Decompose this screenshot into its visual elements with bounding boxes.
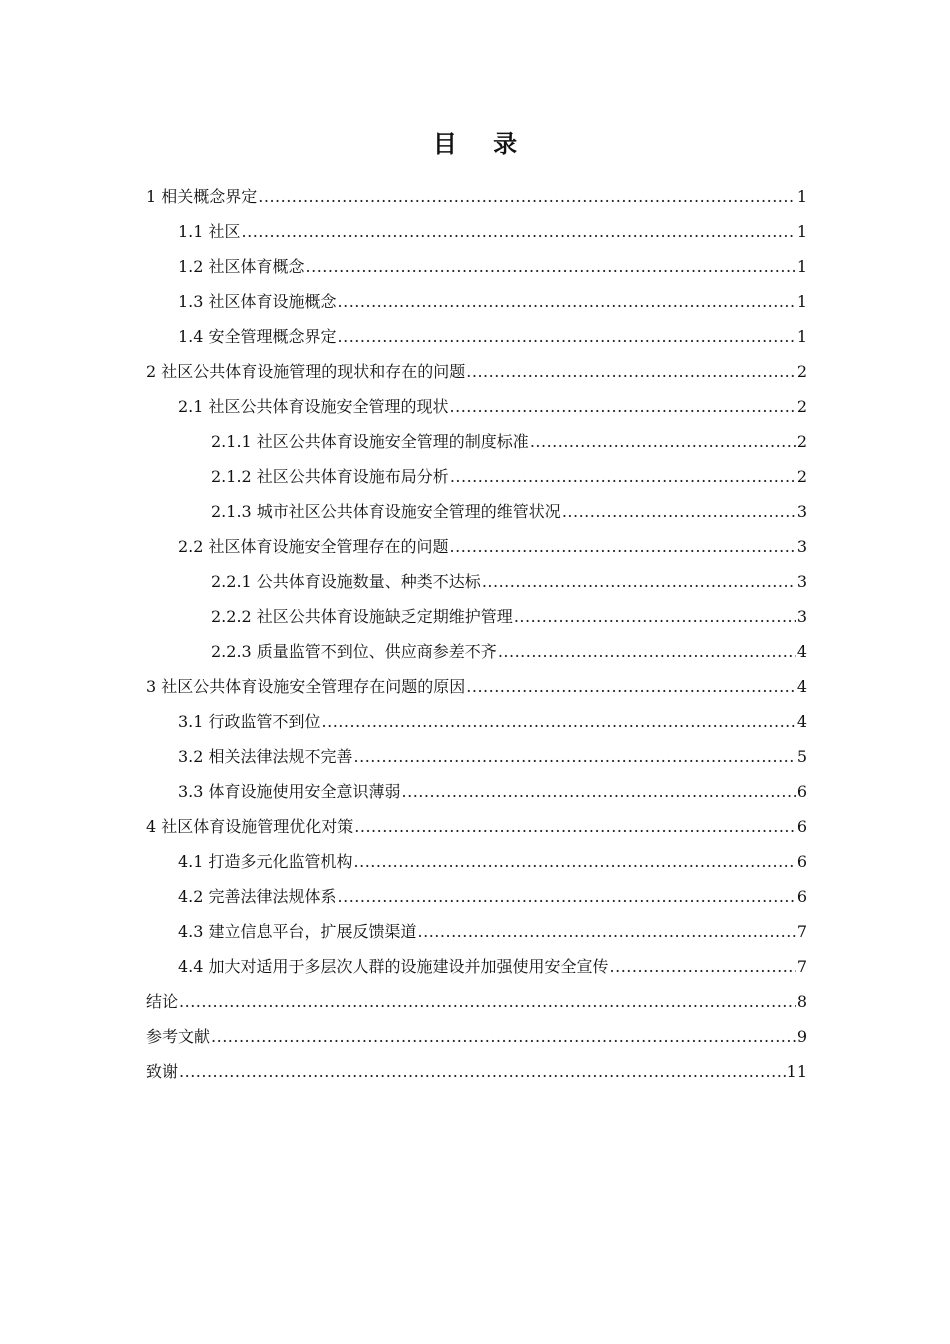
toc-dot-leader	[482, 564, 796, 599]
toc-dot-leader	[211, 1019, 796, 1054]
toc-entry[interactable]	[146, 284, 807, 319]
toc-entry-page-number: 1	[796, 222, 807, 241]
toc-title: 目 录	[432, 130, 532, 158]
toc-entry[interactable]	[146, 704, 807, 739]
toc-entry-title: 2.2.3 质量监管不到位、供应商参差不齐	[211, 642, 497, 661]
toc-entry-title: 致谢	[146, 1062, 179, 1081]
toc-entry-title: 3.1 行政监管不到位	[178, 712, 321, 731]
toc-entry-title: 2.1.1 社区公共体育设施安全管理的制度标准	[211, 432, 529, 451]
toc-entry-page-number: 3	[796, 502, 807, 521]
toc-entry-title: 结论	[146, 992, 179, 1011]
toc-entry[interactable]	[146, 809, 807, 844]
toc-entry[interactable]	[146, 249, 807, 284]
toc-entry-title: 2.1.3 城市社区公共体育设施安全管理的维管状况	[211, 502, 561, 521]
toc-entry-page-number: 2	[796, 467, 807, 486]
toc-entry-page-number: 1	[796, 257, 807, 276]
toc-entry-page-number: 3	[796, 607, 807, 626]
toc-dot-leader	[562, 494, 796, 529]
toc-entry-page-number: 4	[796, 712, 807, 731]
toc-entry[interactable]	[146, 529, 807, 564]
toc-entry-title: 3 社区公共体育设施安全管理存在问题的原因	[146, 677, 466, 696]
toc-entry-title: 4.3 建立信息平台，扩展反馈渠道	[178, 922, 417, 941]
toc-entry-page-number: 8	[796, 992, 807, 1011]
toc-entry-page-number: 3	[796, 572, 807, 591]
toc-entry-title: 2 社区公共体育设施管理的现状和存在的问题	[146, 362, 466, 381]
toc-dot-leader	[306, 249, 796, 284]
toc-entry-title: 4.2 完善法律法规体系	[178, 887, 337, 906]
toc-entry[interactable]	[146, 459, 807, 494]
toc-entry-page-number: 6	[796, 887, 807, 906]
toc-entry[interactable]	[146, 319, 807, 354]
toc-dot-leader	[466, 354, 796, 389]
toc-entry-title: 2.2.1 公共体育设施数量、种类不达标	[211, 572, 481, 591]
toc-dot-leader	[450, 529, 796, 564]
toc-dot-leader	[354, 844, 796, 879]
toc-dot-leader	[402, 774, 796, 809]
toc-entry[interactable]	[146, 634, 807, 669]
toc-entry-page-number: 2	[796, 397, 807, 416]
toc-entry[interactable]	[146, 844, 807, 879]
toc-entry[interactable]	[146, 739, 807, 774]
toc-dot-leader	[242, 214, 796, 249]
table-of-contents	[146, 179, 807, 1089]
toc-entry-title: 1 相关概念界定	[146, 187, 258, 206]
toc-entry[interactable]	[146, 424, 807, 459]
toc-entry[interactable]	[146, 949, 807, 984]
toc-entry-title: 2.1.2 社区公共体育设施布局分析	[211, 467, 449, 486]
toc-entry[interactable]	[146, 914, 807, 949]
toc-entry-title: 4 社区体育设施管理优化对策	[146, 817, 354, 836]
toc-dot-leader	[418, 914, 796, 949]
toc-entry-title: 1.3 社区体育设施概念	[178, 292, 337, 311]
toc-entry[interactable]	[146, 179, 807, 214]
toc-dot-leader	[466, 669, 796, 704]
toc-entry-page-number: 2	[796, 362, 807, 381]
toc-entry-title: 4.4 加大对适用于多层次人群的设施建设并加强使用安全宣传	[178, 957, 609, 976]
toc-entry[interactable]	[146, 1019, 807, 1054]
toc-entry[interactable]	[146, 389, 807, 424]
toc-entry[interactable]	[146, 354, 807, 389]
toc-entry-page-number: 1	[796, 187, 807, 206]
toc-entry-title: 2.2.2 社区公共体育设施缺乏定期维护管理	[211, 607, 513, 626]
toc-entry[interactable]	[146, 494, 807, 529]
toc-entry-page-number: 5	[796, 747, 807, 766]
toc-dot-leader	[354, 809, 796, 844]
toc-entry[interactable]	[146, 669, 807, 704]
toc-dot-leader	[338, 879, 796, 914]
toc-entry[interactable]	[146, 214, 807, 249]
toc-entry[interactable]	[146, 774, 807, 809]
toc-entry-title: 3.2 相关法律法规不完善	[178, 747, 353, 766]
toc-dot-leader	[338, 284, 796, 319]
toc-dot-leader	[179, 984, 796, 1019]
toc-entry[interactable]	[146, 879, 807, 914]
toc-entry-page-number: 1	[796, 292, 807, 311]
toc-entry-page-number: 11	[786, 1062, 807, 1081]
toc-entry-title: 1.1 社区	[178, 222, 241, 241]
toc-entry-page-number: 2	[796, 432, 807, 451]
toc-entry-page-number: 7	[796, 922, 807, 941]
toc-dot-leader	[354, 739, 796, 774]
toc-entry-page-number: 4	[796, 642, 807, 661]
toc-dot-leader	[514, 599, 796, 634]
toc-dot-leader	[322, 704, 796, 739]
toc-dot-leader	[450, 459, 796, 494]
toc-entry-page-number: 9	[796, 1027, 807, 1046]
toc-dot-leader	[610, 949, 796, 984]
toc-entry-title: 4.1 打造多元化监管机构	[178, 852, 353, 871]
toc-entry-title: 参考文献	[146, 1027, 211, 1046]
toc-dot-leader	[450, 389, 796, 424]
toc-entry-title: 3.3 体育设施使用安全意识薄弱	[178, 782, 401, 801]
toc-entry-title: 1.4 安全管理概念界定	[178, 327, 337, 346]
toc-entry[interactable]	[146, 1054, 807, 1089]
toc-entry[interactable]	[146, 564, 807, 599]
toc-entry[interactable]	[146, 599, 807, 634]
toc-entry-page-number: 6	[796, 817, 807, 836]
toc-dot-leader	[179, 1054, 786, 1089]
toc-entry-page-number: 4	[796, 677, 807, 696]
toc-entry-page-number: 1	[796, 327, 807, 346]
toc-entry-page-number: 6	[796, 852, 807, 871]
toc-entry-page-number: 7	[796, 957, 807, 976]
toc-entry[interactable]	[146, 984, 807, 1019]
toc-entry-title: 2.1 社区公共体育设施安全管理的现状	[178, 397, 449, 416]
toc-entry-title: 1.2 社区体育概念	[178, 257, 305, 276]
toc-entry-page-number: 6	[796, 782, 807, 801]
toc-entry-title: 2.2 社区体育设施安全管理存在的问题	[178, 537, 449, 556]
toc-entry-page-number: 3	[796, 537, 807, 556]
toc-dot-leader	[258, 179, 796, 214]
toc-dot-leader	[338, 319, 796, 354]
toc-dot-leader	[498, 634, 796, 669]
toc-dot-leader	[530, 424, 796, 459]
